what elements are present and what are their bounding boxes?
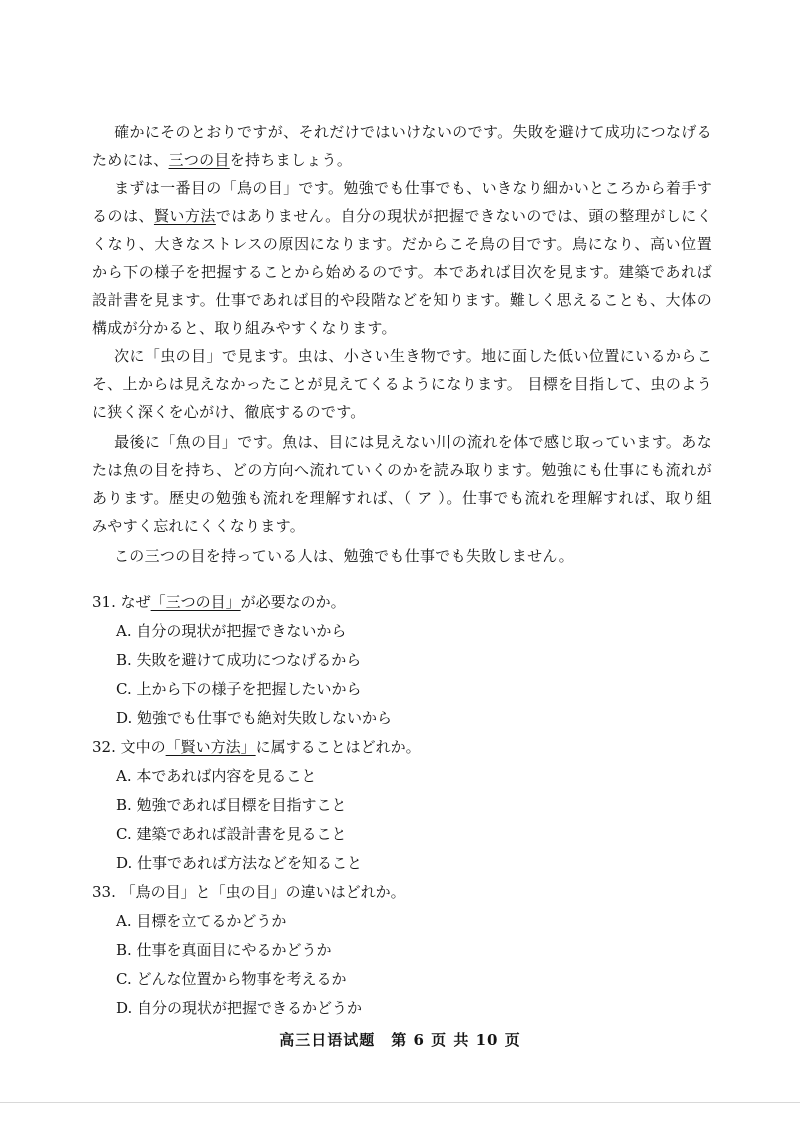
question-31-option-d: D. 勉強でも仕事でも絶対失敗しないから xyxy=(116,709,393,727)
passage-paragraph-2: まずは一番目の「鳥の目」です。勉強でも仕事でも、いきなり細かいところから着手するのは、賢い方法ではありません。自分の現状が把握できないのでは、頭の整理がしにくくなり、大きなストレスの原因になります。だからこそ鳥の目です。鳥になり、高い位置から下の様子を把握することから始めるのです。本であれば目次を見ます。建築であれば設計書を見ます。仕事であれば目的や段階などを知ります。難しく思えることも、大体の構成が分かると、取り組みやすくなります。 xyxy=(92,179,713,337)
question-33-option-c: C. どんな位置から物事を考えるか xyxy=(116,970,347,988)
underlined-phrase-wise-method: 賢い方法 xyxy=(153,207,216,225)
passage-paragraph-3: 次に「虫の目」で見ます。虫は、小さい生き物です。地に面した低い位置にいるからこそ、上からは見えなかったことが見えてくるようになります。 目標を目指して、虫のように狭く深くを心がけ、徹底するのです。 xyxy=(92,347,712,421)
question-31: 31. なぜ「三つの目」が必要なのか。 xyxy=(92,593,346,611)
question-33-option-b: B. 仕事を真面目にやるかどうか xyxy=(116,941,332,959)
passage-paragraph-5: この三つの目を持っている人は、勉強でも仕事でも失敗しません。 xyxy=(114,547,574,565)
question-31-underlined: 「三つの目」 xyxy=(150,593,241,611)
question-33-option-d: D. 自分の現状が把握できるかどうか xyxy=(116,999,363,1017)
question-32-option-c: C. 建築であれば設計書を見ること xyxy=(116,825,347,843)
question-32-underlined: 「賢い方法」 xyxy=(165,738,256,756)
question-33-option-a: A. 目標を立てるかどうか xyxy=(116,912,287,930)
bottom-divider xyxy=(0,1102,800,1103)
question-32-option-d: D. 仕事であれば方法などを知ること xyxy=(116,854,363,872)
question-32: 32. 文中の「賢い方法」に属することはどれか。 xyxy=(92,738,421,756)
page-footer: 高三日语试题 第 6 页 共 10 页 xyxy=(279,1031,521,1049)
passage-paragraph-1: 確かにそのとおりですが、それだけではいけないのです。失敗を避けて成功につなげるためには、三つの目を持ちましょう。 xyxy=(92,123,712,169)
question-32-option-b: B. 勉強であれば目標を目指すこと xyxy=(116,796,347,814)
question-33: 33. 「鳥の目」と「虫の目」の違いはどれか。 xyxy=(92,883,406,901)
passage-paragraph-4: 最後に「魚の目」です。魚は、目には見えない川の流れを体で感じ取っています。あなたは魚の目を持ち、どの方向へ流れていくのかを読み取ります。勉強にも仕事にも流れがあります。歴史の勉強も流れを理解すれば、（ ア ）。仕事でも流れを理解すれば、取り組みやすく忘れにくくなります。 xyxy=(92,433,712,535)
question-31-option-c: C. 上から下の様子を把握したいから xyxy=(116,680,362,698)
underlined-phrase-three-eyes: 三つの目 xyxy=(168,151,230,169)
question-32-option-a: A. 本であれば内容を見ること xyxy=(116,767,317,785)
question-31-option-a: A. 自分の現状が把握できないから xyxy=(116,622,347,640)
question-31-option-b: B. 失敗を避けて成功につなげるから xyxy=(116,651,362,669)
